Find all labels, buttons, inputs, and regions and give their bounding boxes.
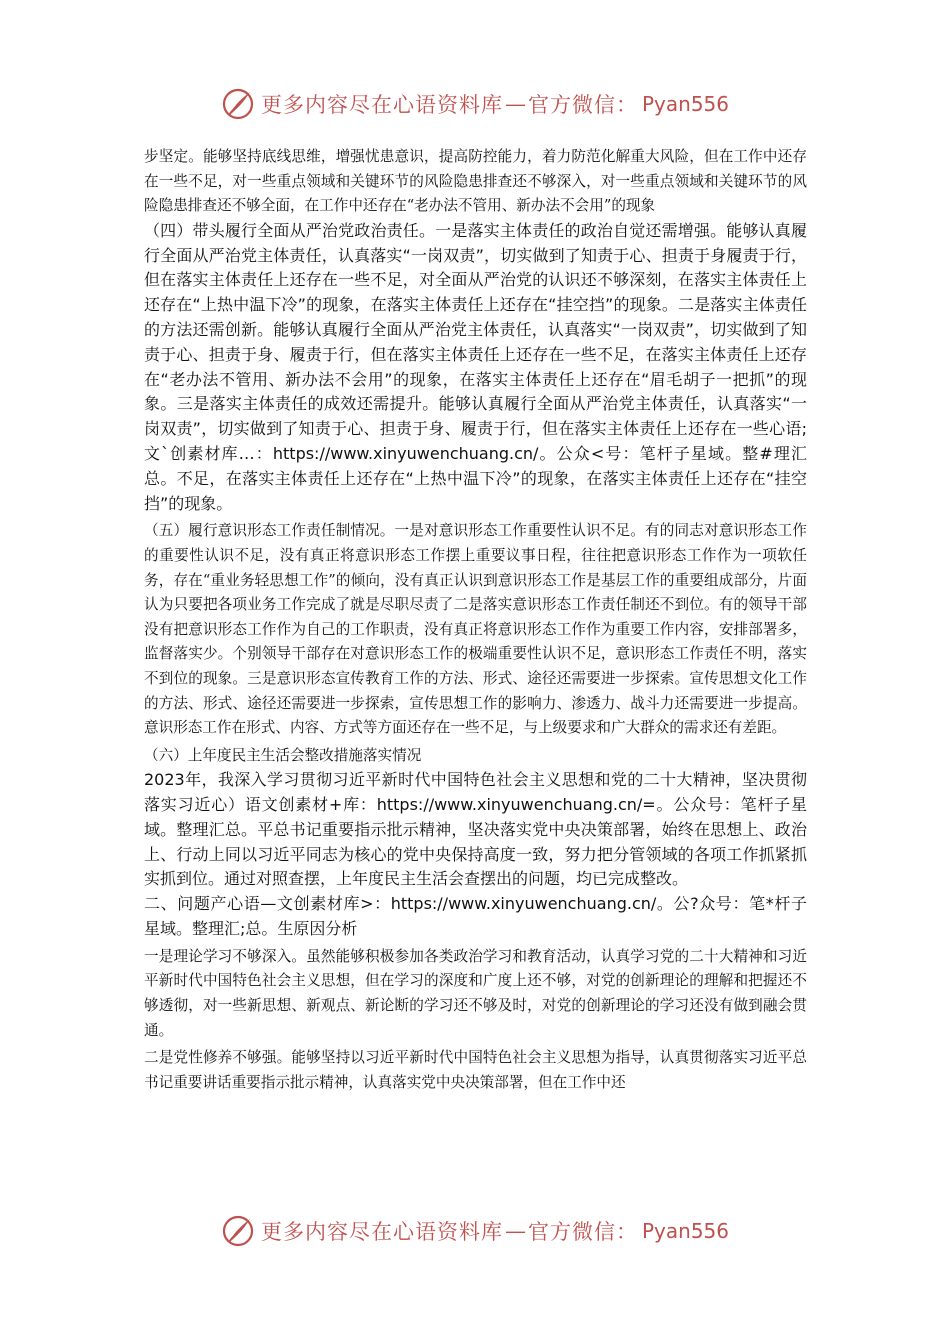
paragraph-party-spirit: 二是党性修养不够强。能够坚持以习近平新时代中国特色社会主义思想为指导，认真贯彻落实习近平总书记重要讲话重要指示批示精神，认真落实党中央决策部署，但在工作中还 — [144, 1049, 807, 1091]
banner-text: 更多内容尽在心语资料库 — [260, 93, 503, 117]
heading-problem-analysis: 二、问题产心语—文创素材库>：https://www.xinyuwenchuang.cn/。公?众号：笔*杆子星域。整理汇;总。生原因分析 — [144, 894, 807, 939]
paragraph-theory-study: 一是理论学习不够深入。虽然能够积极参加各类政治学习和教育活动，认真学习党的二十大精神和习近平新时代中国特色社会主义思想，但在学习的深度和广度上还不够，对党的创新理论的理解和把握还不够透彻，对一些新思想、新观点、新论断的学习还不够及时，对党的创新理论的学习还没有做到融会贯通。 — [144, 947, 807, 1039]
document-body — [144, 145, 807, 1095]
banner-official: 官方微信： — [527, 93, 638, 117]
banner-separator: — — [504, 92, 526, 116]
paragraph-2023: 2023年，我深入学习贯彻习近平新时代中国特色社会主义思想和党的二十大精神，坚决贯彻落实习近心）语文创素材+库：https://www.xinyuwenchuang.cn/=。公众号：笔杆子星域。整理汇总。平总书记重要指示批示精神，坚决落实党中央决策部署，始终在思想上、政治上、行动上同以习近平同志为核心的党中央保持高度一致，努力把分管领域的各项工作抓紧抓实抓到位。通过对照查摆，上年度民主生活会查摆出的问题，均已完成整改。 — [144, 770, 807, 889]
banner-text: 更多内容尽在心语资料库 — [260, 1220, 503, 1244]
footer-banner — [0, 1211, 950, 1251]
banner-id: Pyan556 — [641, 1219, 729, 1243]
paragraph-risk: 步坚定。能够坚持底线思维，增强忧患意识，提高防控能力，着力防范化解重大风险，但在工作中还存在一些不足，对一些重点领域和关键环节的风险隐患排查还不够深入，对一些重点领域和关键环节的风险隐患排查还不够全面，在工作中还存在“老办法不管用、新办法不会用”的现象 — [144, 148, 807, 215]
banner-official: 官方微信： — [527, 1220, 638, 1244]
heading-section-6: （六）上年度民主生活会整改措施落实情况 — [144, 746, 422, 764]
paragraph-section-4: （四）带头履行全面从严治党政治责任。一是落实主体责任的政治自觉还需增强。能够认真履行全面从严治党主体责任，认真落实“一岗双责”，切实做到了知责于心、担责于身履责于行，但在落实主体责任上还存在一些不足，对全面从严治党的认识还不够深刻，在落实主体责任上还存在“上热中温下冷”的现象，在落实主体责任上还存在“挂空挡”的现象。二是落实主体责任的方法还需创新。能够认真履行全面从严治党主体责任，认真落实“一岗双责”，切实做到了知责于心、担责于身、履责于行，但在落实主体责任上还存在一些不足，在落实主体责任上还存在“老办法不管用、新办法不会用”的现象，在落实主体责任上还存在“眉毛胡子一把抓”的现象。三是落实主体责任的成效还需提升。能够认真履行全面从严治党主体责任，认真落实“一岗双责”，切实做到了知责于心、担责于身、履责于行，但在落实主体责任上还存在一些心语;文`创素材库…：https://www.xinyuwenchuang.cn/。公众<号：笔杆子星域。整#理汇总。不足，在落实主体责任上还存在“上热中温下冷”的现象，在落实主体责任上还存在“挂空挡”的现象。 — [144, 220, 807, 513]
paragraph-section-5: （五）履行意识形态工作责任制情况。一是对意识形态工作重要性认识不足。有的同志对意识形态工作的重要性认识不足，没有真正将意识形态工作摆上重要议事日程，往往把意识形态工作作为一项软任务，存在“重业务轻思想工作”的倾向，没有真正认识到意识形态工作是基层工作的重要组成部分，片面认为只要把各项业务工作完成了就是尽职尽责了二是落实意识形态工作责任制还不到位。有的领导干部没有把意识形态工作作为自己的工作职责，没有真正将意识形态工作作为重要工作内容，安排部署多，监督落实少。个别领导干部存在对意识形态工作的极端重要性认识不足，意识形态工作责任不明，落实不到位的现象。三是意识形态宣传教育工作的方法、形式、途径还需要进一步探索。宣传思想文化工作的方法、形式、途径还需要进一步探索，宣传思想工作的影响力、渗透力、战斗力还需要进一步提高。意识形态工作在形式、内容、方式等方面还存在一些不足，与上级要求和广大群众的需求还有差距。 — [144, 522, 807, 737]
quill-logo-icon — [221, 87, 255, 121]
banner-id: Pyan556 — [641, 92, 729, 116]
quill-logo-icon — [221, 1214, 255, 1248]
banner-separator: — — [504, 1219, 526, 1243]
header-banner — [0, 84, 950, 124]
